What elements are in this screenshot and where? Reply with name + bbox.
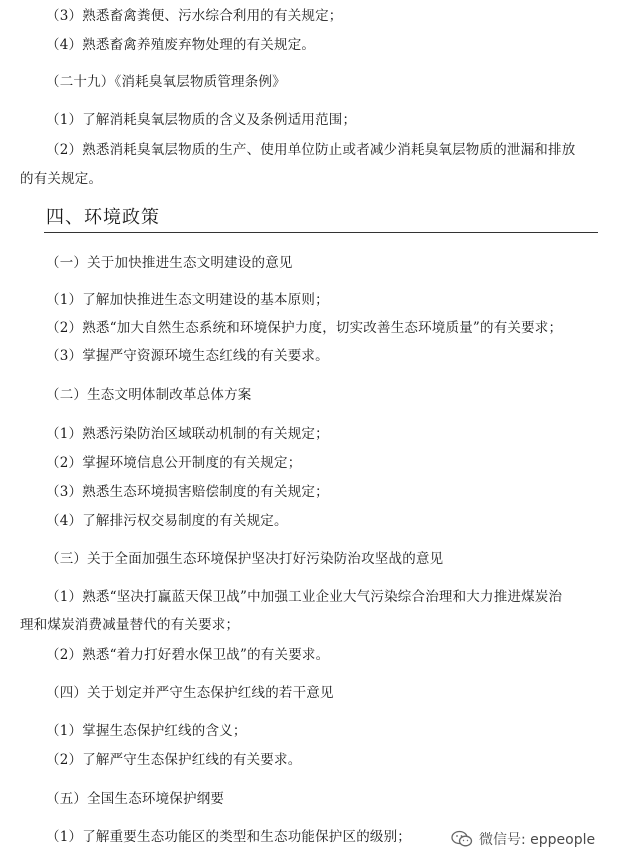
- paragraph-line: （3）熟悉生态环境损害赔偿制度的有关规定；: [46, 484, 329, 500]
- wechat-watermark: [447, 828, 599, 850]
- paragraph-line: （1）掌握生态保护红线的含义；: [46, 723, 247, 739]
- paragraph-line: （1）了解重要生态功能区的类型和生态功能保护区的级别；: [46, 829, 411, 845]
- paragraph-line: （2）熟悉“着力打好碧水保卫战”的有关要求。: [46, 647, 330, 663]
- subsection-heading: （一）关于加快推进生态文明建设的意见: [46, 255, 293, 271]
- paragraph-line: （1）了解消耗臭氧层物质的含义及条例适用范围；: [46, 112, 357, 128]
- paragraph-line: （1）熟悉污染防治区域联动机制的有关规定；: [46, 426, 329, 442]
- subsection-heading: （三）关于全面加强生态环境保护坚决打好污染防治攻坚战的意见: [46, 551, 444, 567]
- section-divider: [44, 232, 598, 233]
- subsection-heading: （四）关于划定并严守生态保护红线的若干意见: [46, 685, 334, 701]
- subsection-heading: （二）生态文明体制改革总体方案: [46, 387, 252, 403]
- subsection-heading: （二十九）《消耗臭氧层物质管理条例》: [46, 74, 286, 90]
- paragraph-line: （1）了解加快推进生态文明建设的基本原则；: [46, 292, 329, 308]
- wechat-icon: [451, 830, 473, 848]
- paragraph-line: 理和煤炭消费减量替代的有关要求；: [20, 617, 240, 633]
- paragraph-line: （4）熟悉畜禽养殖废弃物处理的有关规定。: [46, 37, 316, 53]
- paragraph-line: （2）了解严守生态保护红线的有关要求。: [46, 752, 302, 768]
- paragraph-line: （2）熟悉消耗臭氧层物质的生产、使用单位防止或者减少消耗臭氧层物质的泄漏和排放: [46, 142, 576, 158]
- paragraph-line: （3）掌握严守资源环境生态红线的有关要求。: [46, 348, 329, 364]
- watermark-text: 微信号: eppeople: [479, 832, 596, 848]
- subsection-heading: （五）全国生态环境保护纲要: [46, 791, 225, 807]
- section-title: 四、环境政策: [46, 207, 160, 228]
- paragraph-line: （3）熟悉畜禽粪便、污水综合利用的有关规定；: [46, 8, 343, 24]
- paragraph-line: （2）熟悉“加大自然生态系统和环境保护力度，切实改善生态环境质量”的有关要求；: [46, 320, 563, 336]
- paragraph-line: （1）熟悉“坚决打赢蓝天保卫战”中加强工业企业大气污染综合治理和大力推进煤炭治: [46, 589, 563, 605]
- paragraph-line: （4）了解排污权交易制度的有关规定。: [46, 513, 288, 529]
- paragraph-line: 的有关规定。: [20, 171, 103, 187]
- paragraph-line: （2）掌握环境信息公开制度的有关规定；: [46, 455, 302, 471]
